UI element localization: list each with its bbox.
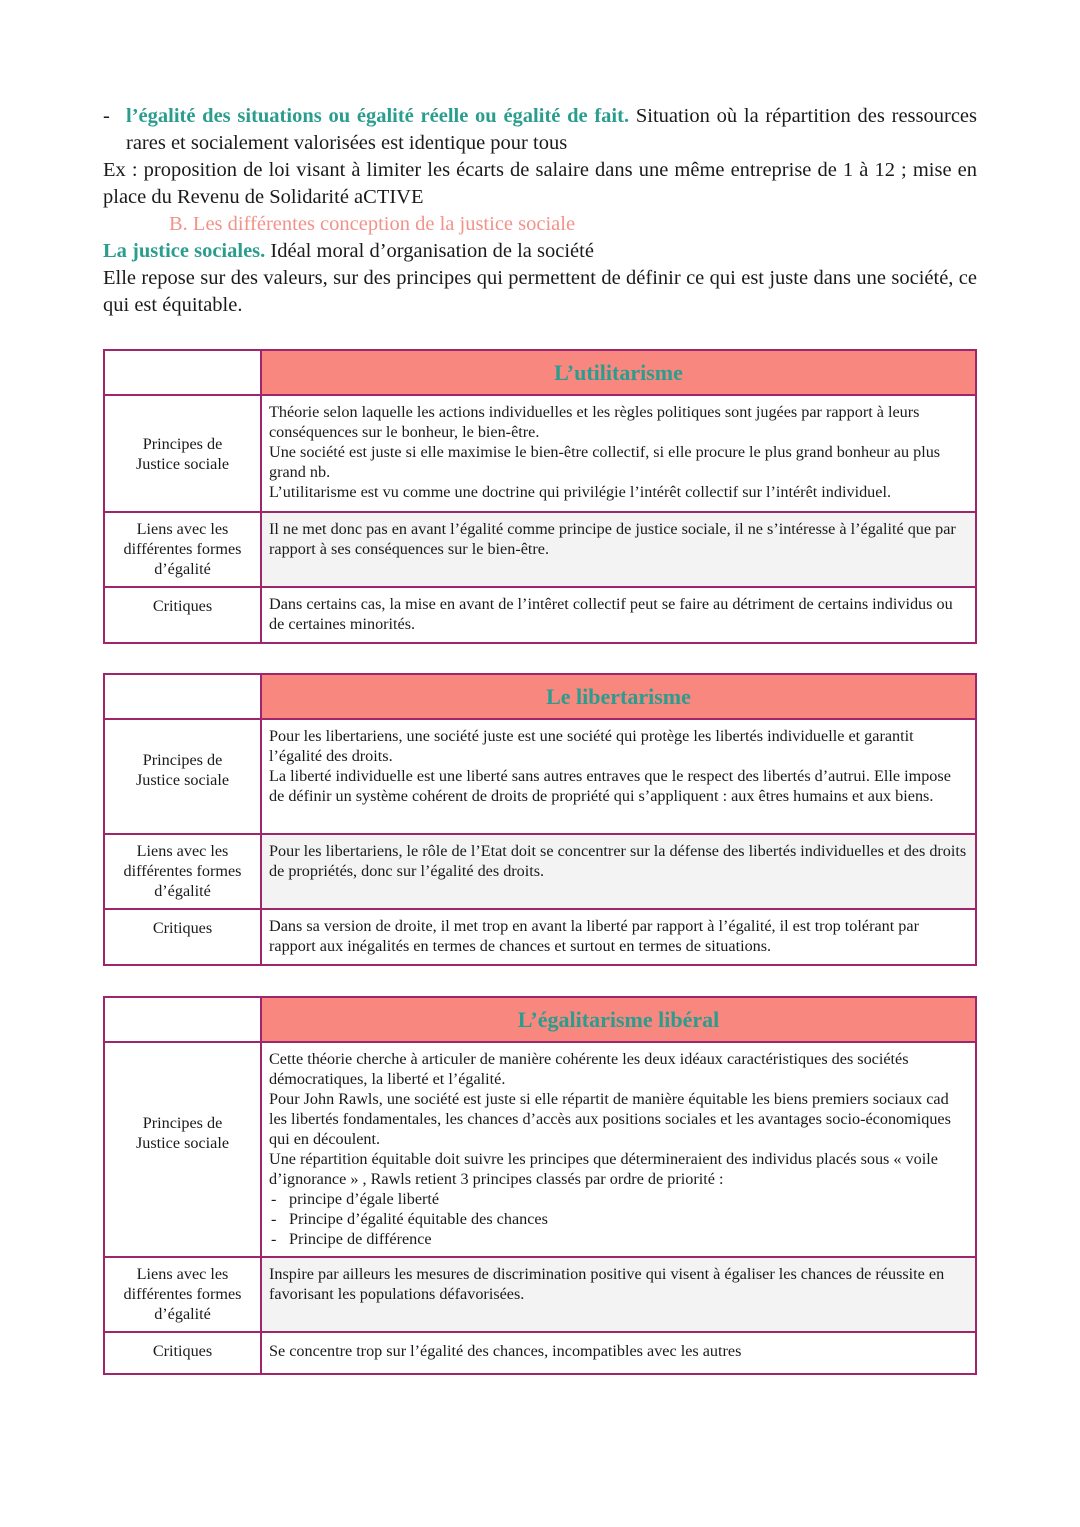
row-label-liens — [104, 1257, 261, 1332]
label-liens-2: différentes formes — [123, 862, 242, 880]
row-label-critiques — [104, 909, 261, 965]
definition-text: Idéal moral d’organisation de la société — [270, 240, 594, 262]
intro-paragraph: Elle repose sur des valeurs, sur des principes qui permettent de définir ce qui est juste dans une société, ce qui est équitable. — [103, 267, 977, 316]
cell-principes — [261, 1042, 976, 1257]
label-liens-3: d’égalité — [154, 560, 211, 578]
term-definition: Situation où la répartition des ressources rares et socialement valorisées est identique pour tous — [126, 105, 977, 154]
label-liens-3: d’égalité — [154, 882, 211, 900]
label-liens-3: d’égalité — [154, 1305, 211, 1323]
principes-text-3: L’utilitarisme est vu comme une doctrine qui privilégie l’intérêt collectif sur l’intérêt individuel. — [269, 483, 891, 501]
table-corner — [104, 350, 261, 395]
row-label-critiques — [104, 1332, 261, 1374]
label-liens-2: différentes formes — [123, 540, 242, 558]
principes-text-1: Pour les libertariens, une société juste est une société qui protège les libertés individuelle et garantit l’égalité des droits. — [269, 727, 914, 765]
row-label-critiques — [104, 587, 261, 643]
table-libertarisme — [103, 673, 977, 966]
label-text: Principes de Justice sociale — [135, 751, 230, 789]
definition-justice — [103, 238, 977, 265]
bullet-dash: - — [103, 105, 110, 127]
row-label-principes — [104, 395, 261, 512]
principes-text-2: La liberté individuelle est une liberté sans autres entraves que le respect des libertés d’autrui. Elle impose de définir un système cohérent de droits de propriété qui s’appliquent : aux êtres humains et aux biens. — [269, 767, 951, 805]
term-egalite-situations: l’égalité des situations ou égalité réelle ou égalité de fait. — [126, 105, 630, 127]
cell-critiques: Dans certains cas, la mise en avant de l’intêret collectif peut se faire au détriment de certains individus ou de certaines minorités. — [261, 587, 976, 643]
table-corner — [104, 997, 261, 1042]
label-liens-1: Liens avec les — [136, 1265, 229, 1283]
cell-critiques: Dans sa version de droite, il met trop en avant la liberté par rapport à l’égalité, il est trop tolérant par rapport aux inégalités en termes de chances et surtout en termes de situations. — [261, 909, 976, 965]
label-critiques: Critiques — [152, 919, 213, 937]
example-text: Ex : proposition de loi visant à limiter les écarts de salaire dans une même entreprise de 1 à 12 ; mise en place du Revenu de Solidarité aCTIVE — [103, 159, 977, 208]
cell-principes — [261, 719, 976, 834]
table-corner — [104, 674, 261, 719]
cell-liens: Inspire par ailleurs les mesures de discrimination positive qui visent à égaliser les chances de réussite en favorisant les populations défavorisées. — [261, 1257, 976, 1332]
list-item: - Principe d’égalité équitable des chances — [269, 1209, 968, 1229]
principes-text-3: Une répartition équitable doit suivre les principes que détermineraient des individus placés sous « voile d’ignorance » , Rawls retient 3 principes classés par ordre de priorité : — [269, 1150, 938, 1188]
label-liens-2: différentes formes — [123, 1285, 242, 1303]
list-item: - principe d’égale liberté — [269, 1189, 968, 1209]
intro-section — [103, 103, 977, 319]
list-item: - Principe de différence — [269, 1229, 968, 1249]
bullet-egalite-situations — [103, 103, 977, 157]
row-label-principes — [104, 719, 261, 834]
principes-text-1: Théorie selon laquelle les actions individuelles et les règles politiques sont jugées par rapport à leurs conséquences sur le bonheur, le bien-être. — [269, 403, 920, 441]
row-label-principes — [104, 1042, 261, 1257]
label-critiques: Critiques — [152, 1342, 213, 1360]
table-title: L’utilitarisme — [261, 350, 976, 395]
principes-text-2: Pour John Rawls, une société est juste si elle répartit de manière équitable les biens premiers sociaux cad les libertés fondamentales, les chances d’accès aux positions sociales et les avantages socio-économiques qui en découlent. — [269, 1090, 951, 1148]
label-liens-1: Liens avec les — [136, 520, 229, 538]
principes-text-2: Une société est juste si elle maximise le bien-être collectif, si elle procure le plus grand bonheur au plus grand nb. — [269, 443, 941, 481]
label-text: Principes de Justice sociale — [135, 434, 230, 473]
section-subheading: B. Les différentes conception de la justice sociale — [169, 213, 576, 235]
label-liens-1: Liens avec les — [136, 842, 229, 860]
row-label-liens — [104, 512, 261, 587]
cell-liens: Il ne met donc pas en avant l’égalité comme principe de justice sociale, il ne s’intéresse à l’égalité que par rapport à ses conséquences sur le bien-être. — [261, 512, 976, 587]
table-title: Le libertarisme — [261, 674, 976, 719]
cell-liens: Pour les libertariens, le rôle de l’Etat doit se concentrer sur la défense des libertés individuelles et des droits de propriétés, donc sur l’égalité des droits. — [261, 834, 976, 909]
principes-list — [269, 1189, 968, 1249]
table-egalitarisme-liberal — [103, 996, 977, 1375]
label-critiques: Critiques — [152, 597, 213, 615]
term-justice-sociale: La justice sociales. — [103, 240, 266, 262]
cell-principes — [261, 395, 976, 512]
row-label-liens — [104, 834, 261, 909]
cell-critiques: Se concentre trop sur l’égalité des chances, incompatibles avec les autres — [261, 1332, 976, 1374]
principes-text-1: Cette théorie cherche à articuler de manière cohérente les deux idéaux caractéristiques des sociétés démocratiques, la liberté et l’égalité. — [269, 1050, 909, 1088]
table-title: L’égalitarisme libéral — [261, 997, 976, 1042]
label-text: Principes de Justice sociale — [135, 1114, 230, 1152]
table-utilitarisme — [103, 349, 977, 644]
